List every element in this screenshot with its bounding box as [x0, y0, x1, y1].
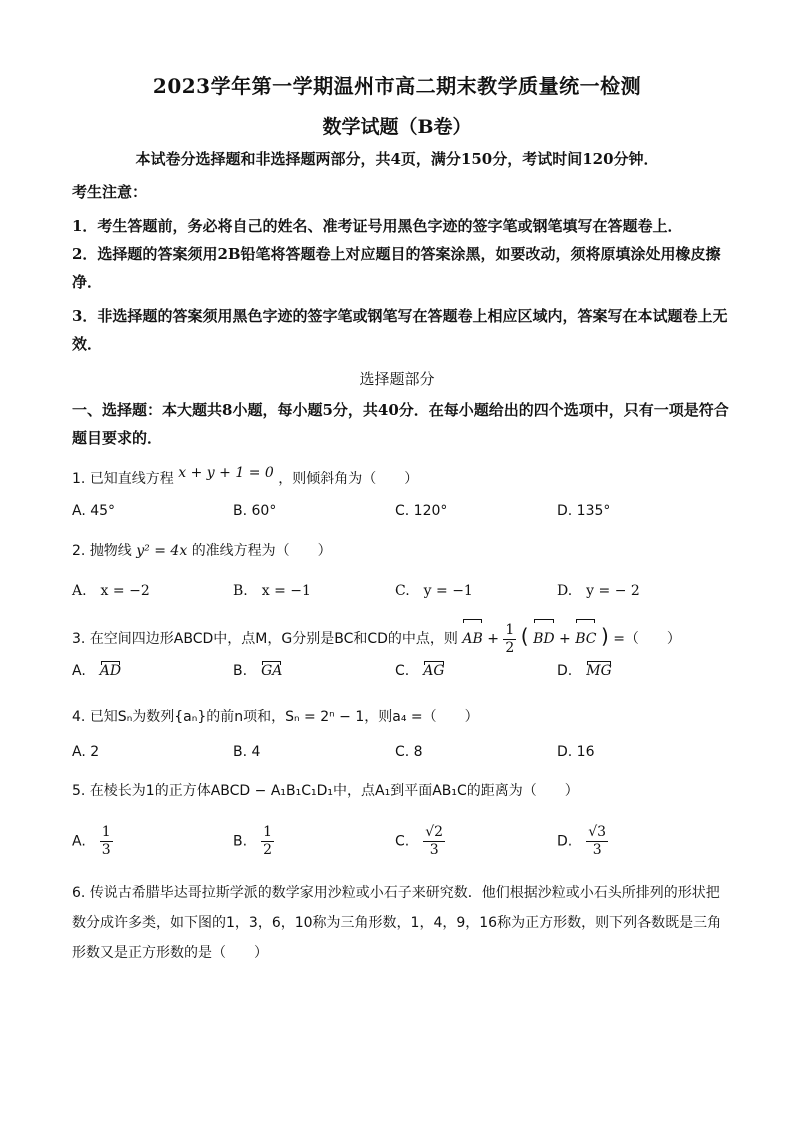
question-math: x + y + 1 = 0	[178, 465, 274, 481]
question-text: 已知Sₙ为数列{aₙ}的前n项和，Sₙ = 2ⁿ − 1，则a₄ =（ ）	[89, 709, 479, 725]
fraction-denominator: 2	[505, 639, 515, 656]
plus-sign: +	[559, 631, 571, 647]
option-d[interactable]	[557, 660, 612, 680]
option-c[interactable]: C. y = −1	[395, 583, 473, 599]
option-b[interactable]	[233, 660, 282, 680]
fraction-numerator: 1	[505, 621, 515, 638]
question-text: 在空间四边形ABCD中，点M，G分别是BC和CD的中点，则	[89, 631, 458, 647]
section-instructions: 一、选择题：本大题共8小题，每小题5分，共40分．在每小题给出的四个选项中，只有一项是符合题目要求的．	[72, 401, 729, 447]
option-vector: GA	[261, 663, 283, 679]
option-b[interactable]: B. 60°	[233, 503, 277, 519]
option-letter: C.	[395, 663, 410, 679]
question-number: 3.	[72, 631, 86, 647]
option-vector: MG	[586, 663, 612, 679]
question-text: =（ ）	[613, 631, 681, 647]
option-d[interactable]: D. 135°	[557, 503, 611, 519]
options-q2	[72, 580, 732, 610]
option-a[interactable]: A. x = −2	[72, 583, 150, 599]
question-6	[72, 878, 732, 968]
option-fraction	[261, 824, 274, 859]
question-5	[72, 776, 732, 806]
option-fraction	[100, 824, 113, 859]
option-b[interactable]	[233, 824, 274, 859]
option-letter: A.	[72, 833, 86, 850]
note-item-3: 3．非选择题的答案须用黑色字迹的签字笔或钢笔写在答题卷上相应区域内，答案写在本试题卷上无效．	[72, 307, 728, 353]
option-b[interactable]: B. x = −1	[233, 583, 311, 599]
question-number: 1.	[72, 471, 86, 487]
question-math: y² = 4x	[136, 543, 188, 559]
question-1	[72, 464, 732, 494]
option-c[interactable]	[395, 660, 445, 680]
option-a[interactable]: A. 2	[72, 744, 100, 760]
option-b[interactable]: B. 4	[233, 744, 261, 760]
option-d[interactable]	[557, 824, 608, 859]
fraction-denominator: 3	[592, 842, 602, 858]
fraction-numerator: 1	[101, 824, 111, 840]
question-text: 已知直线方程	[89, 471, 174, 487]
question-2	[72, 536, 732, 566]
note-item-1: 1．考生答题前，务必将自己的姓名、准考证号用黑色字迹的签字笔或钢笔填写在答题卷上．	[72, 217, 683, 235]
question-number: 6.	[72, 885, 86, 901]
vector-expression	[462, 621, 613, 656]
section-title: 选择题部分	[359, 370, 435, 388]
option-a[interactable]: A. 45°	[72, 503, 116, 519]
option-a[interactable]	[72, 660, 121, 680]
exam-title: 2023学年第一学期温州市高二期末教学质量统一检测	[152, 74, 642, 98]
right-paren: )	[600, 624, 609, 648]
fraction-numerator: √2	[425, 824, 444, 840]
notes-heading: 考生注意：	[72, 183, 148, 201]
option-c[interactable]: C. 8	[395, 744, 423, 760]
option-d[interactable]: D. 16	[557, 744, 595, 760]
fraction-denominator: 3	[429, 842, 439, 858]
option-c[interactable]	[395, 824, 445, 859]
question-text: 抛物线	[89, 543, 132, 559]
question-text: ，则倾斜角为（ ）	[278, 471, 419, 487]
question-3	[72, 618, 732, 657]
coefficient-fraction	[503, 622, 516, 657]
option-fraction	[423, 824, 445, 859]
option-c[interactable]: C. 120°	[395, 503, 448, 519]
vector-bd: BD	[533, 621, 555, 657]
plus-sign: +	[487, 631, 499, 647]
fraction-numerator: 1	[263, 824, 272, 840]
question-text: 的准线方程为（ ）	[191, 543, 332, 559]
option-letter: D.	[557, 833, 573, 850]
option-letter: A.	[72, 663, 86, 679]
question-number: 4.	[72, 709, 86, 725]
option-letter: D.	[557, 663, 573, 679]
fraction-numerator: √3	[588, 824, 607, 840]
question-text: 在棱长为1的正方体ABCD − A₁B₁C₁D₁中，点A₁到平面AB₁C的距离为（ ）	[89, 783, 579, 799]
question-text: 传说古希腊毕达哥拉斯学派的数学家用沙粒或小石子来研究数．他们根据沙粒或小石头所排列的形状把数分成许多类，如下图的1，3，6，10称为三角形数，1，4，9，16称为正方形数，则下列各数既是三角形数又是正方形数的是（ ）	[72, 885, 722, 961]
options-q3	[72, 660, 732, 690]
option-fraction	[586, 824, 608, 859]
exam-subtitle: 数学试题（B卷）	[322, 116, 472, 138]
question-4	[72, 702, 732, 732]
option-vector: AG	[423, 663, 445, 679]
fraction-denominator: 3	[101, 842, 111, 858]
fraction-denominator: 2	[263, 842, 272, 858]
options-q4	[72, 744, 732, 774]
left-paren: (	[520, 624, 529, 648]
option-a[interactable]	[72, 824, 113, 859]
note-item-2: 2．选择题的答案须用2B铅笔将答题卷上对应题目的答案涂黑，如要改动，须将原填涂处用橡皮擦净．	[72, 245, 721, 291]
option-letter: B.	[233, 833, 248, 850]
option-letter: B.	[233, 663, 248, 679]
question-number: 5.	[72, 783, 86, 799]
exam-intro: 本试卷分选择题和非选择题两部分，共4页，满分150分，考试时间120分钟．	[135, 150, 659, 168]
options-q1	[72, 503, 732, 533]
options-q5	[72, 824, 732, 868]
vector-bc: BC	[575, 621, 596, 657]
option-letter: C.	[395, 833, 410, 850]
option-d[interactable]: D. y = − 2	[557, 583, 640, 599]
option-vector: AD	[99, 663, 122, 679]
vector-ab: AB	[462, 621, 482, 657]
question-number: 2.	[72, 543, 86, 559]
